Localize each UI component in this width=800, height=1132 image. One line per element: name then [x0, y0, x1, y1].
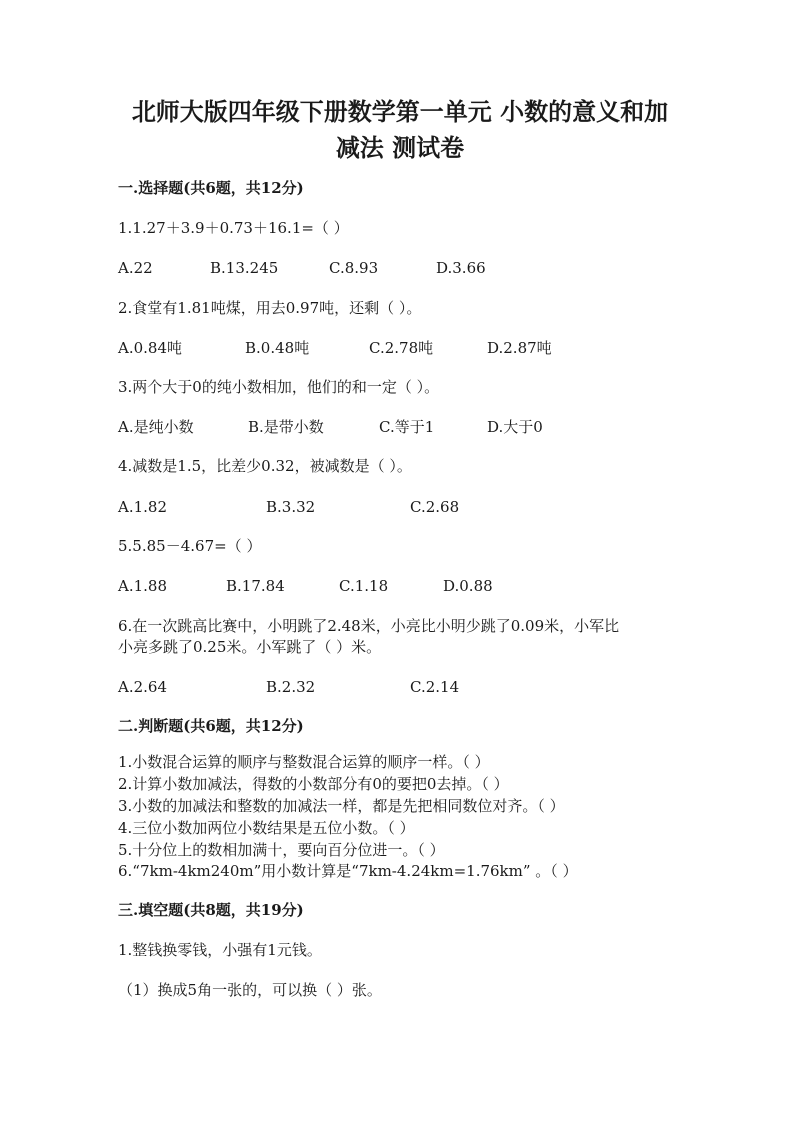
- q1-option-b: B.13.245: [210, 259, 279, 277]
- question-2: 2.食堂有1.81吨煤，用去0.97吨，还剩（ ）。: [118, 299, 422, 317]
- judge-item-1: 1.小数混合运算的顺序与整数混合运算的顺序一样。（ ）: [118, 753, 490, 771]
- q5-option-d: D.0.88: [443, 577, 493, 595]
- question-6-line-1: 6.在一次跳高比赛中，小明跳了2.48米，小亮比小明少跳了0.09米，小军比: [118, 617, 620, 635]
- title-line-2: 减法 测试卷: [335, 133, 465, 162]
- q2-option-d: D.2.87吨: [487, 339, 552, 357]
- judge-item-5: 5.十分位上的数相加满十，要向百分位进一。（ ）: [118, 841, 445, 859]
- judge-item-3: 3.小数的加减法和整数的加减法一样，都是先把相同数位对齐。（ ）: [118, 797, 565, 815]
- section-heading-judge: 二.判断题(共6题，共12分): [118, 717, 304, 735]
- question-3: 3.两个大于0的纯小数相加，他们的和一定（ ）。: [118, 378, 440, 396]
- q5-option-b: B.17.84: [226, 577, 285, 595]
- question-5: 5.5.85－4.67=（ ）: [118, 537, 262, 555]
- q4-option-b: B.3.32: [266, 498, 316, 516]
- question-6-line-2: 小亮多跳了0.25米。小军跳了（ ）米。: [118, 638, 382, 656]
- q4-option-a: A.1.82: [118, 498, 167, 516]
- q1-option-d: D.3.66: [436, 259, 486, 277]
- q2-option-b: B.0.48吨: [245, 339, 310, 357]
- judge-item-2: 2.计算小数加减法，得数的小数部分有0的要把0去掉。（ ）: [118, 775, 509, 793]
- q3-option-c: C.等于1: [379, 418, 435, 436]
- document-title: [60, 94, 740, 166]
- judge-item-4: 4.三位小数加两位小数结果是五位小数。（ ）: [118, 819, 415, 837]
- q6-option-c: C.2.14: [410, 678, 460, 696]
- q6-option-b: B.2.32: [266, 678, 316, 696]
- question-1: 1.1.27＋3.9＋0.73＋16.1=（ ）: [118, 219, 349, 237]
- q3-option-b: B.是带小数: [248, 418, 324, 436]
- q1-option-a: A.22: [118, 259, 153, 277]
- fill-question-1-part-1: （1）换成5角一张的，可以换（ ）张。: [118, 981, 382, 999]
- section-heading-fill: 三.填空题(共8题，共19分): [118, 901, 304, 919]
- q4-option-c: C.2.68: [410, 498, 460, 516]
- q5-option-a: A.1.88: [118, 577, 167, 595]
- q3-option-d: D.大于0: [487, 418, 543, 436]
- fill-question-1: 1.整钱换零钱，小强有1元钱。: [118, 941, 322, 959]
- title-line-1: 北师大版四年级下册数学第一单元 小数的意义和加: [131, 97, 669, 126]
- q3-option-a: A.是纯小数: [118, 418, 194, 436]
- q2-option-a: A.0.84吨: [118, 339, 182, 357]
- q6-option-a: A.2.64: [118, 678, 167, 696]
- q2-option-c: C.2.78吨: [369, 339, 434, 357]
- section-heading-choice: 一.选择题(共6题，共12分): [118, 179, 304, 197]
- question-4: 4.减数是1.5，比差少0.32，被减数是（ ）。: [118, 457, 412, 475]
- judge-item-6: 6.“7km-4km240m”用小数计算是“7km-4.24km=1.76km” 。（ ）: [118, 862, 578, 880]
- q5-option-c: C.1.18: [339, 577, 389, 595]
- q1-option-c: C.8.93: [329, 259, 379, 277]
